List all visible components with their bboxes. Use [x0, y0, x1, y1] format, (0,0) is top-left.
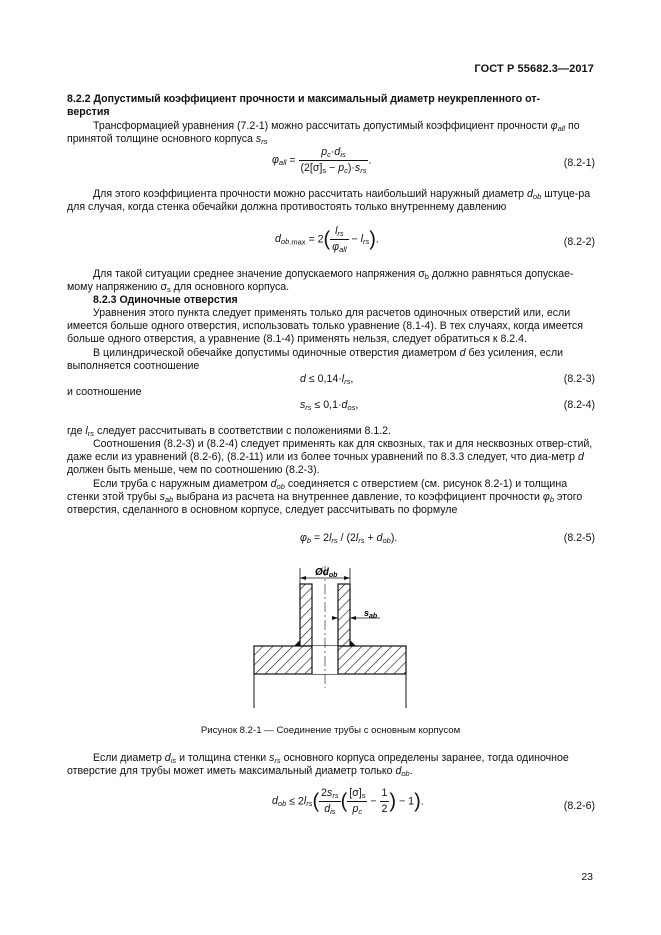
pipe-wall-left: [300, 584, 312, 646]
standard-header: ГОСТ Р 55682.3—2017: [474, 63, 594, 75]
equation-8-2-2: $d_{ob.max} = 2$( $\frac{l_{rs}}{\varphi_{all}}$ − $l_{rs}$).: [275, 225, 379, 254]
equation-number-8-2-3: (8.2-3): [563, 373, 595, 385]
thickness-label: $s_{ab}$: [364, 608, 378, 620]
paragraph-s823-5: Если труба с наружным диаметром $d_{ob}$ соединяется с отверстием (см. рисунок 8.2-1) и толщина стенки этой трубы $s_{ab}$ выбрана из расчета на внутреннее давление, то коэффициент прочности $\varphi_b$ этого отверстия, сделанного в основном корпусе, следует рассчитывать по формуле: [67, 478, 583, 516]
and-ratio-text: и соотношение: [67, 386, 142, 398]
paragraph-s823-4: Соотношения (8.2-3) и (8.2-4) следует применять как для сквозных, так и для несквозных отвер-стий, даже если из уравнений (8.2-6), (8.2-11) или из более точных уравнений по 8.3.3 следует, что диа-метр d должен быть меньше, чем по соотношению (8.2-3).: [67, 438, 593, 476]
weld-right: [350, 640, 356, 646]
paragraph-final: Если диаметр $d_{is}$ и толщина стенки $s_{rs}$ основного корпуса определены заранее, тогда одиночное отверстие для трубы может иметь максимальный диаметр только $d_{ob}$.: [67, 752, 569, 778]
section-title-8-2-2-text: 8.2.2 Допустимый коэффициент прочности и максимальный диаметр неукрепленного от- верстия: [67, 93, 541, 118]
equation-number-8-2-1: (8.2-1): [563, 157, 595, 169]
diameter-label: $Ød_{ob}$: [315, 567, 338, 579]
pipe-wall-right: [338, 584, 350, 646]
section-title-8-2-3: 8.2.3 Одиночные отверстия: [93, 294, 238, 306]
equation-8-2-3: $d \le 0,14\cdot l_{rs}$,: [300, 373, 354, 386]
paragraph-s822-3: Для такой ситуации среднее значение допускаемого напряжения $\sigma_b$ должно равняться допускае-мому напряжению $\sigma_s$ для основного корпуса.: [67, 268, 574, 294]
paragraph-s822-2: Для этого коэффициента прочности можно рассчитать наибольший наружный диаметр $d_{ob}$ штуце-ра для случая, когда стенка обечайки должна противостоять только внутреннему давлению: [67, 188, 591, 213]
equation-number-8-2-6: (8.2-6): [563, 800, 595, 812]
weld-left: [294, 640, 300, 646]
equation-8-2-1: $\varphi_{all}$ = $\frac{p_c\cdot d_{is}}{(2[\sigma]_s - p_c)\cdot s_{rs}}$ .: [272, 146, 372, 175]
equation-8-2-6: $d_{ob} \le 2l_{rs}$( $\frac{2s_{rs}}{d_{is}}$ ( $\frac{[\sigma]_s}{p_c}$ − $\frac{1}{2}$ ) − 1).: [272, 787, 424, 816]
section-title-8-2-2: [67, 93, 595, 119]
figure-caption: Рисунок 8.2-1 — Соединение трубы с основным корпусом: [200, 725, 461, 736]
figure-pipe-connection: [240, 560, 420, 720]
equation-number-8-2-2: (8.2-2): [563, 236, 595, 248]
paragraph-s823-3: где $l_{rs}$ следует рассчитывать в соответствии с положениями 8.1.2.: [67, 425, 392, 438]
paragraph-s823-1: Уравнения этого пункта следует применять только для расчетов одиночных отверстий или, если имеется больше одного отверстия, использовать только уравнение (8.1-4). В тех случаях, когда имеется больше одного отверстия, а уравнение (8.1-4) применять нельзя, следует обратиться к 8.2.4.: [67, 307, 583, 345]
paragraph-s823-2: В цилиндрической обечайке допустимы одиночные отверстия диаметром d без усиления, если выполняется соотношение: [67, 347, 564, 372]
equation-8-2-5: $\varphi_b = 2l_{rs} / (2l_{rs} + d_{ob})$.: [300, 532, 398, 545]
equation-8-2-4: $s_{rs} \le 0,1\cdot d_{os}$,: [300, 399, 359, 412]
equation-number-8-2-4: (8.2-4): [563, 399, 595, 411]
page-number: 23: [581, 871, 593, 883]
paragraph-s822-1: Трансформацией уравнения (7.2-1) можно рассчитать допустимый коэффициент прочности $\varphi_{all}$ по принятой толщине основного корпуса $s_{rs}$: [67, 120, 580, 146]
equation-number-8-2-5: (8.2-5): [563, 532, 595, 544]
